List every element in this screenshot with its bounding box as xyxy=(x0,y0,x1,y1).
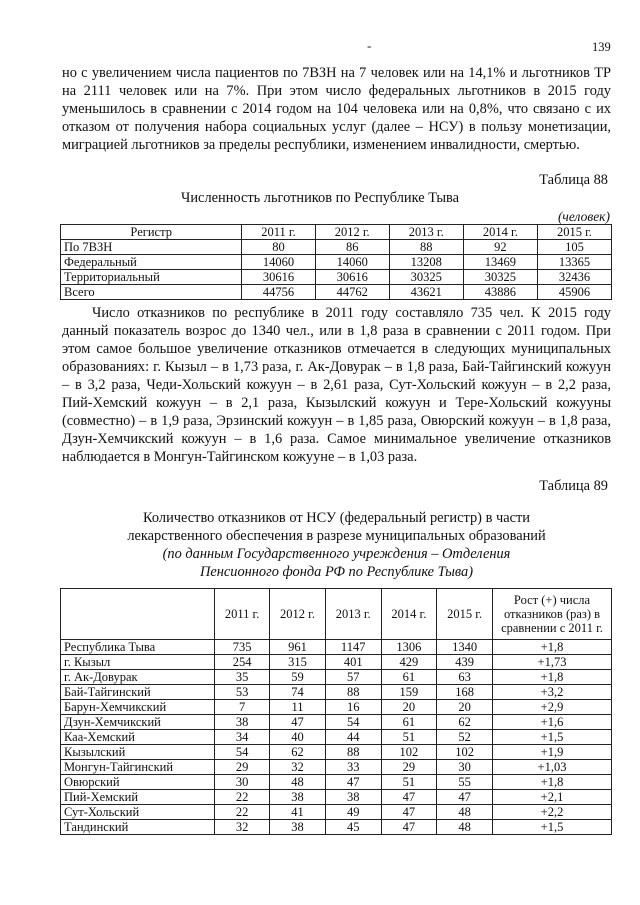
table-88-title: Численность льготников по Республике Тыва xyxy=(181,190,459,206)
value-cell: 30325 xyxy=(463,270,537,285)
value-cell: 735 xyxy=(215,640,270,655)
column-header: 2015 г. xyxy=(537,225,611,240)
value-cell: +3,2 xyxy=(493,685,612,700)
row-label-cell: Овюрский xyxy=(61,775,215,790)
table-89-subtitle-line-2: Пенсионного фонда РФ по Республике Тыва) xyxy=(199,564,474,580)
value-cell: 47 xyxy=(381,805,437,820)
value-cell: 168 xyxy=(437,685,493,700)
value-cell: 29 xyxy=(215,760,270,775)
paragraph-refusals: Число отказников по республике в 2011 году составляло 735 чел. К 2015 году данный показатель возрос до 1340 чел., или в 1,8 раза в сравнении с 2011 годом. При этом самое большое увеличение отказников отмечается в следующих муниципальных образованиях: г. Кызыл – в 1,73 раза, г. Ак-Довурак – в 1,8 раза, Бай-Тайгинский кожуун – в 3,2 раза, Чеди-Хольский кожуун – в 2,61 раза, Сут-Хольский кожуун – в 2,2 раза, Пий-Хемский кожуун – в 2,1 раза, Кызылский кожуун и Тере-Хольский кожууны (совместно) – в 1,9 раза, Эрзинский кожуун – в 1,85 раза, Овюрский кожуун – в 1,8 раза, Дзун-Хемчикский кожуун – в 1,6 раза. Самое минимальное увеличение отказников наблюдается в Монгун-Тайгинском кожууне – в 1,03 раза. xyxy=(62,305,611,465)
row-label-cell: Территориальный xyxy=(61,270,242,285)
row-label-cell: Федеральный xyxy=(61,255,242,270)
column-header: 2013 г. xyxy=(325,589,381,640)
table-89-subtitle-line-1: (по данным Государственного учреждения – Отделения xyxy=(162,546,511,562)
table-row xyxy=(61,655,612,670)
value-cell: +1,73 xyxy=(493,655,612,670)
paragraph-intro: но с увеличением числа пациентов по 7ВЗН на 7 человек или на 14,1% и льготников ТР на 2111 человек или на 7%. При этом число федеральных льготников в 2015 году уменьшилось в сравнении с 2014 годом на 104 человека или на 0,8%, что связано с их отказом от получения набора социальных услуг (далее – НСУ) в пользу монетизации, миграцией льготников за пределы республики, изменением инвалидности, смертью. xyxy=(62,65,611,153)
value-cell: 34 xyxy=(215,730,270,745)
value-cell: 7 xyxy=(215,700,270,715)
value-cell: 401 xyxy=(325,655,381,670)
value-cell: 1340 xyxy=(437,640,493,655)
column-header: 2014 г. xyxy=(463,225,537,240)
table-row xyxy=(61,790,612,805)
value-cell: 38 xyxy=(270,820,326,835)
value-cell: 80 xyxy=(242,240,315,255)
value-cell: 62 xyxy=(437,715,493,730)
value-cell: 32 xyxy=(215,820,270,835)
value-cell: 14060 xyxy=(315,255,389,270)
value-cell: +2,1 xyxy=(493,790,612,805)
value-cell: 49 xyxy=(325,805,381,820)
table-row xyxy=(61,640,612,655)
table-row xyxy=(61,820,612,835)
row-label-cell: Дзун-Хемчикский xyxy=(61,715,215,730)
value-cell: 11 xyxy=(270,700,326,715)
value-cell: 63 xyxy=(437,670,493,685)
row-label-cell: Республика Тыва xyxy=(61,640,215,655)
row-label-cell: Пий-Хемский xyxy=(61,790,215,805)
value-cell: 47 xyxy=(437,790,493,805)
value-cell: 20 xyxy=(381,700,437,715)
row-label-cell: Бай-Тайгинский xyxy=(61,685,215,700)
table-row xyxy=(61,240,612,255)
value-cell: 439 xyxy=(437,655,493,670)
value-cell: 102 xyxy=(381,745,437,760)
value-cell: 45 xyxy=(325,820,381,835)
row-label-cell: Сут-Хольский xyxy=(61,805,215,820)
value-cell: 59 xyxy=(270,670,326,685)
table-header-row xyxy=(61,589,612,640)
value-cell: 62 xyxy=(270,745,326,760)
table-89-title-line-2: лекарственного обеспечения в разрезе муниципальных образований xyxy=(127,528,546,544)
value-cell: 16 xyxy=(325,700,381,715)
value-cell: 32436 xyxy=(537,270,611,285)
value-cell: 20 xyxy=(437,700,493,715)
value-cell: 105 xyxy=(537,240,611,255)
value-cell: 38 xyxy=(215,715,270,730)
value-cell: 74 xyxy=(270,685,326,700)
column-header: 2013 г. xyxy=(389,225,463,240)
value-cell: +1,5 xyxy=(493,820,612,835)
value-cell: 47 xyxy=(270,715,326,730)
value-cell: 41 xyxy=(270,805,326,820)
value-cell: 33 xyxy=(325,760,381,775)
value-cell: 51 xyxy=(381,775,437,790)
value-cell: 29 xyxy=(381,760,437,775)
row-label-cell: г. Ак-Довурак xyxy=(61,670,215,685)
value-cell: 52 xyxy=(437,730,493,745)
value-cell: 22 xyxy=(215,790,270,805)
column-header: 2012 г. xyxy=(270,589,326,640)
table-row xyxy=(61,685,612,700)
value-cell: 13365 xyxy=(537,255,611,270)
value-cell: 44 xyxy=(325,730,381,745)
table-88-caption: Таблица 88 xyxy=(539,172,608,188)
value-cell: 47 xyxy=(381,820,437,835)
value-cell: 1306 xyxy=(381,640,437,655)
value-cell: 30 xyxy=(215,775,270,790)
page-number: 139 xyxy=(592,40,611,54)
value-cell: +2,2 xyxy=(493,805,612,820)
value-cell: 30325 xyxy=(389,270,463,285)
table-row xyxy=(61,745,612,760)
row-label-cell: Кызылский xyxy=(61,745,215,760)
table-row xyxy=(61,270,612,285)
column-header: Регистр xyxy=(61,225,242,240)
table-row xyxy=(61,700,612,715)
table-row xyxy=(61,255,612,270)
value-cell: 47 xyxy=(381,790,437,805)
value-cell: 315 xyxy=(270,655,326,670)
table-row xyxy=(61,730,612,745)
column-header: Рост (+) числа отказников (раз) в сравнении с 2011 г. xyxy=(493,589,612,640)
column-header: 2011 г. xyxy=(215,589,270,640)
column-header: 2014 г. xyxy=(381,589,437,640)
refusals-table xyxy=(60,588,612,835)
value-cell: 32 xyxy=(270,760,326,775)
value-cell: 43886 xyxy=(463,285,537,300)
value-cell: 88 xyxy=(325,685,381,700)
value-cell: 961 xyxy=(270,640,326,655)
table-88-unit: (человек) xyxy=(557,209,610,224)
table-89-title-line-1: Количество отказников от НСУ (федеральный регистр) в части xyxy=(143,510,530,526)
value-cell: +1,6 xyxy=(493,715,612,730)
table-89-title xyxy=(62,509,611,581)
value-cell: 1147 xyxy=(325,640,381,655)
row-label-cell: Всего xyxy=(61,285,242,300)
value-cell: 88 xyxy=(325,745,381,760)
value-cell: +2,9 xyxy=(493,700,612,715)
column-header: 2011 г. xyxy=(242,225,315,240)
value-cell: +1,5 xyxy=(493,730,612,745)
row-label-cell: Монгун-Тайгинский xyxy=(61,760,215,775)
row-label-cell: г. Кызыл xyxy=(61,655,215,670)
value-cell: +1,9 xyxy=(493,745,612,760)
value-cell: 30 xyxy=(437,760,493,775)
row-label-cell: По 7ВЗН xyxy=(61,240,242,255)
value-cell: 54 xyxy=(325,715,381,730)
value-cell: 48 xyxy=(270,775,326,790)
value-cell: 61 xyxy=(381,715,437,730)
value-cell: 45906 xyxy=(537,285,611,300)
column-header xyxy=(61,589,215,640)
value-cell: 38 xyxy=(270,790,326,805)
value-cell: 51 xyxy=(381,730,437,745)
value-cell: 159 xyxy=(381,685,437,700)
value-cell: 30616 xyxy=(315,270,389,285)
value-cell: 57 xyxy=(325,670,381,685)
table-row xyxy=(61,775,612,790)
value-cell: 429 xyxy=(381,655,437,670)
row-label-cell: Каа-Хемский xyxy=(61,730,215,745)
table-row xyxy=(61,715,612,730)
value-cell: 13208 xyxy=(389,255,463,270)
column-header: 2015 г. xyxy=(437,589,493,640)
value-cell: 40 xyxy=(270,730,326,745)
beneficiaries-table xyxy=(60,224,612,300)
value-cell: 43621 xyxy=(389,285,463,300)
stray-mark: - xyxy=(367,38,372,53)
value-cell: 53 xyxy=(215,685,270,700)
value-cell: +1,8 xyxy=(493,670,612,685)
table-row xyxy=(61,805,612,820)
value-cell: +1,8 xyxy=(493,640,612,655)
value-cell: 47 xyxy=(325,775,381,790)
value-cell: 54 xyxy=(215,745,270,760)
value-cell: 44756 xyxy=(242,285,315,300)
value-cell: +1,03 xyxy=(493,760,612,775)
table-header-row xyxy=(61,225,612,240)
table-89-caption: Таблица 89 xyxy=(539,478,608,494)
column-header: 2012 г. xyxy=(315,225,389,240)
value-cell: 38 xyxy=(325,790,381,805)
value-cell: 92 xyxy=(463,240,537,255)
value-cell: 86 xyxy=(315,240,389,255)
value-cell: 48 xyxy=(437,820,493,835)
value-cell: 88 xyxy=(389,240,463,255)
value-cell: +1,8 xyxy=(493,775,612,790)
value-cell: 22 xyxy=(215,805,270,820)
value-cell: 30616 xyxy=(242,270,315,285)
table-row xyxy=(61,285,612,300)
value-cell: 61 xyxy=(381,670,437,685)
row-label-cell: Барун-Хемчикский xyxy=(61,700,215,715)
table-row xyxy=(61,760,612,775)
row-label-cell: Тандинский xyxy=(61,820,215,835)
table-row xyxy=(61,670,612,685)
value-cell: 13469 xyxy=(463,255,537,270)
value-cell: 102 xyxy=(437,745,493,760)
value-cell: 55 xyxy=(437,775,493,790)
value-cell: 14060 xyxy=(242,255,315,270)
value-cell: 48 xyxy=(437,805,493,820)
value-cell: 254 xyxy=(215,655,270,670)
value-cell: 44762 xyxy=(315,285,389,300)
value-cell: 35 xyxy=(215,670,270,685)
